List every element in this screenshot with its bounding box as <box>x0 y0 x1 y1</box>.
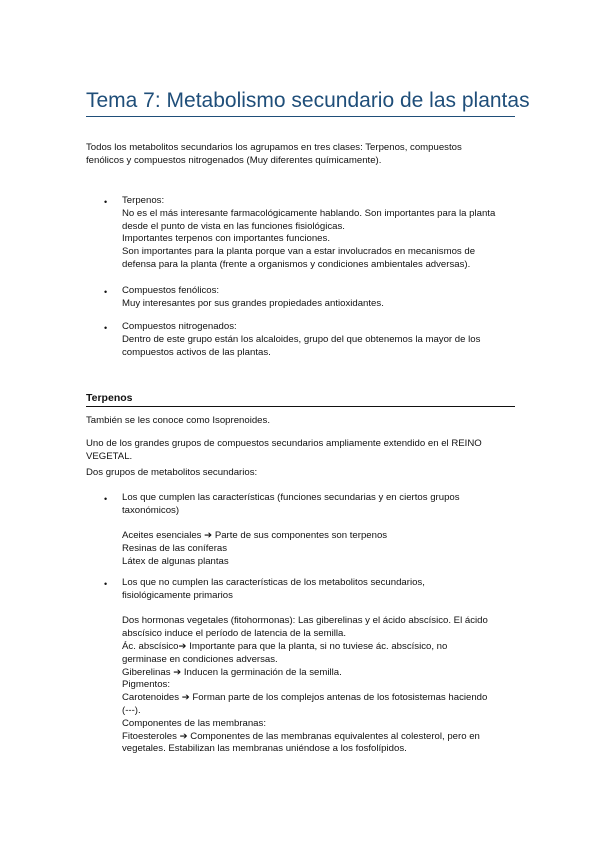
list-item-line: vegetales. Estabilizan las membranas uniéndose a los fosfolípidos. <box>122 743 407 755</box>
list-item-line: Resinas de las coníferas <box>122 543 228 555</box>
list-item-fenolicos <box>122 285 516 311</box>
list-item-line: Son importantes para la planta porque van a estar involucrados en mecanismos de <box>122 246 476 258</box>
list-item-line: Ác. abscísico➔ Importante para que la planta, si no tuviese ác. abscísico, no <box>122 640 448 652</box>
list-item-line: Terpenos: <box>122 195 165 206</box>
list-item-line: Aceites esenciales ➔ Parte de sus componentes son terpenos <box>122 530 388 542</box>
list-item-line: compuestos activos de las plantas. <box>122 346 271 358</box>
list-item-line: abscísico induce el período de latencia de la semilla. <box>122 628 346 640</box>
list-item-group-2 <box>122 577 516 756</box>
bullet-marker: • <box>104 323 108 333</box>
list-item-line: Muy interesantes por sus grandes propiedades antioxidantes. <box>122 297 384 309</box>
list-item-line: Los que cumplen las características (funciones secundarias y en ciertos grupos <box>122 492 460 503</box>
list-item-nitrogenados <box>122 321 516 359</box>
list-item-line: fisiológicamente primarios <box>122 589 233 601</box>
paragraph-line: VEGETAL. <box>86 450 133 462</box>
intro-line: Todos los metabolitos secundarios los agrupamos en tres clases: Terpenos, compuestos <box>86 142 462 153</box>
list-item-line: Látex de algunas plantas <box>122 555 229 567</box>
list-item-line: Compuestos fenólicos: <box>122 285 220 296</box>
list-item-line: Compuestos nitrogenados: <box>122 321 237 332</box>
bullet-marker: • <box>104 579 108 589</box>
section-paragraph <box>86 467 516 480</box>
list-item-line: Importantes terpenos con importantes funciones. <box>122 233 330 245</box>
list-item-line: Carotenoides ➔ Forman parte de los complejos antenas de los fotosistemas haciendo <box>122 692 488 704</box>
list-item-group-1 <box>122 492 516 569</box>
bullet-marker: • <box>104 197 108 207</box>
intro-line: fenólicos y compuestos nitrogenados (Muy diferentes químicamente). <box>86 154 382 166</box>
list-item-line: Pigmentos: <box>122 679 170 691</box>
section-paragraph <box>86 438 516 464</box>
list-item-line: Giberelinas ➔ Inducen la germinación de la semilla. <box>122 666 342 678</box>
section-underline <box>86 406 515 407</box>
list-item-line: Los que no cumplen las características de los metabolitos secundarios, <box>122 577 425 588</box>
page-title: Tema 7: Metabolismo secundario de las plantas <box>86 89 530 112</box>
paragraph-line: También se les conoce como Isoprenoides. <box>86 415 270 426</box>
list-item-line: Dentro de este grupo están los alcaloides, grupo del que obtenemos la mayor de los <box>122 333 481 345</box>
paragraph-line: Dos grupos de metabolitos secundarios: <box>86 467 258 478</box>
list-item-terpenos <box>122 195 516 272</box>
list-item-line <box>122 518 516 531</box>
list-item-line: Dos hormonas vegetales (fitohormonas): Las giberelinas y el ácido abscísico. El ácido <box>122 615 488 627</box>
list-item-line: defensa para la planta (frente a organismos y condiciones ambientales adversas). <box>122 258 471 270</box>
list-item-line: taxonómicos) <box>122 504 180 516</box>
list-item-line: (---). <box>122 704 141 716</box>
list-item-line <box>122 603 516 616</box>
list-item-line: Fitoesteroles ➔ Componentes de las membranas equivalentes al colesterol, pero en <box>122 730 480 742</box>
bullet-marker: • <box>104 494 108 504</box>
list-item-line: Componentes de las membranas: <box>122 717 266 729</box>
section-paragraph <box>86 415 516 428</box>
intro-paragraph <box>86 142 516 168</box>
section-heading: Terpenos <box>86 392 133 404</box>
list-item-line: desde el punto de vista en las funciones fisiológicas. <box>122 220 345 232</box>
bullet-marker: • <box>104 287 108 297</box>
title-underline <box>86 116 515 117</box>
list-item-line: germinase en condiciones adversas. <box>122 653 278 665</box>
paragraph-line: Uno de los grandes grupos de compuestos secundarios ampliamente extendido en el REINO <box>86 438 482 449</box>
list-item-line: No es el más interesante farmacológicamente hablando. Son importantes para la planta <box>122 207 496 219</box>
